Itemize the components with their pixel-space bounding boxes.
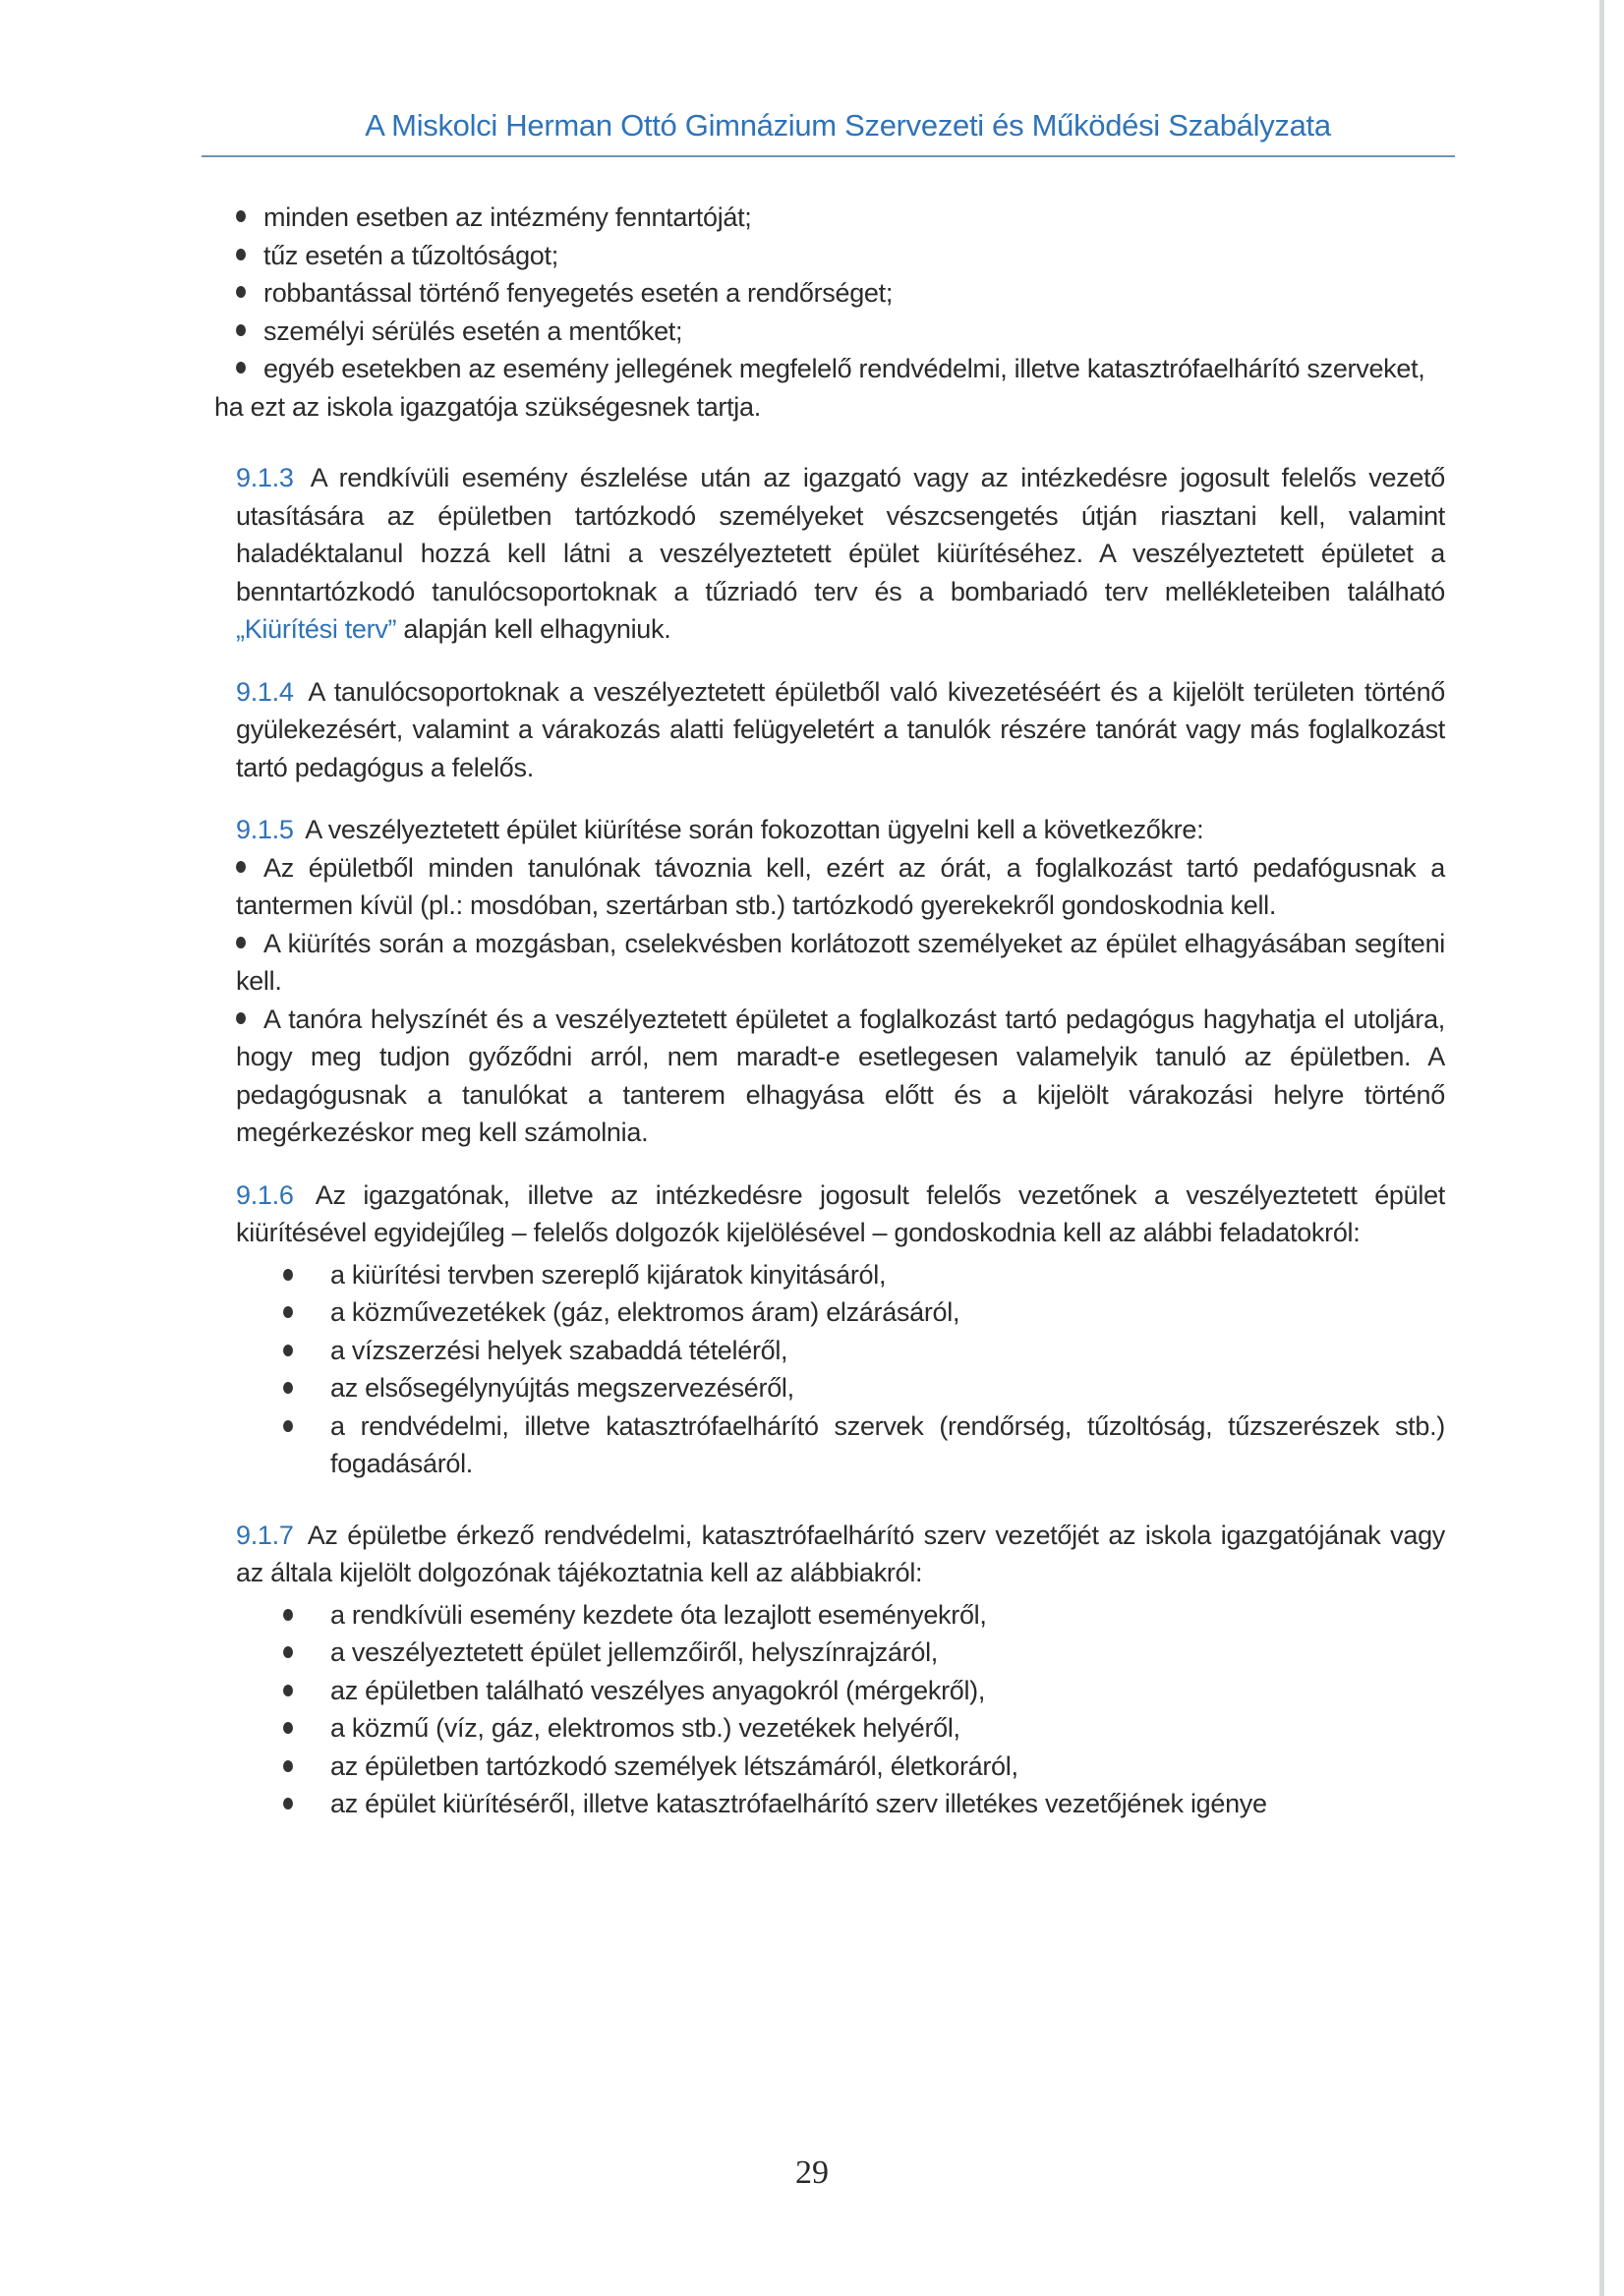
bullet-icon bbox=[236, 362, 246, 373]
bullet-icon bbox=[236, 286, 246, 298]
evacuation-plan-reference: „Kiürítési terv” bbox=[236, 614, 397, 644]
section-9-1-7 bbox=[236, 1517, 1445, 1823]
document-title: A Miskolci Herman Ottó Gimnázium Szervezeti és Működési Szabályzata bbox=[365, 108, 1331, 143]
bullet-icon bbox=[283, 1798, 293, 1809]
bullet-icon bbox=[283, 1722, 293, 1734]
bullet-icon bbox=[236, 937, 246, 948]
bullet-icon bbox=[283, 1345, 293, 1356]
list-item: a vízszerzési helyek szabaddá tételéről, bbox=[283, 1332, 1445, 1370]
list-item: tűz esetén a tűzoltóságot; bbox=[236, 237, 1445, 275]
bullet-icon bbox=[283, 1269, 293, 1281]
list-item: a rendkívüli esemény kezdete óta lezajlott eseményekről, bbox=[283, 1596, 1445, 1635]
bullet-icon bbox=[236, 210, 246, 222]
scan-page-edge bbox=[1599, 0, 1604, 2296]
list-item: a közművezetékek (gáz, elektromos áram) elzárásáról, bbox=[283, 1293, 1445, 1332]
list-item: robbantással történő fenyegetés esetén a rendőrséget; bbox=[236, 274, 1445, 313]
section-text: A rendkívüli esemény észlelése után az igazgató vagy az intézkedésre jogosult felelős vezető utasítására az épületben tartózkodó személyeket vészcsengetés útján riasztani kell, valamint haladéktalanul hozzá kell látni a veszélyeztetett épület kiürítéséhez. A veszélyeztetett épületet a benntartózkodó tanulócsoportoknak a tűzriadó terv és a bombariadó terv mellékleteiben található bbox=[236, 463, 1445, 606]
section-text: A tanulócsoportoknak a veszélyeztetett épületből való kivezetéséért és a kijelölt területen történő gyülekezésért, valamint a várakozás alatti felügyeletért a tanulók részére tanórát vagy más foglalkozást tartó pedagógus a felelős. bbox=[236, 676, 1445, 782]
section-number: 9.1.4 bbox=[236, 676, 294, 707]
bullet-icon bbox=[283, 1306, 293, 1318]
header-divider bbox=[202, 155, 1455, 157]
bullet-icon bbox=[236, 249, 246, 260]
bullet-icon bbox=[283, 1646, 293, 1658]
bullet-icon bbox=[236, 861, 246, 873]
list-item: az épületben tartózkodó személyek létszámáról, életkoráról, bbox=[283, 1748, 1445, 1786]
task-list bbox=[283, 1256, 1445, 1483]
list-item: A tanóra helyszínét és a veszélyeztetett épületet a foglalkozást tartó pedagógus hagyhatja el utoljára, hogy meg tudjon győződni arról, nem maradt-e esetlegesen valamelyik tanuló az épületben. A pedagógusnak a tanulókat a tanterem elhagyása előtt és a kijelölt várakozási helyre történő megérkezéskor meg kell számolnia. bbox=[236, 1004, 1445, 1147]
bullet-icon bbox=[283, 1760, 293, 1772]
list-item: Az épületből minden tanulónak távoznia kell, ezért az órát, a foglalkozást tartó pedafógusnak a tantermen kívül (pl.: mosdóban, szertárban stb.) tartózkodó gyerekekről gondoskodnia kell. bbox=[236, 852, 1445, 920]
list-item: a veszélyeztetett épület jellemzőiről, helyszínrajzáról, bbox=[283, 1634, 1445, 1672]
section-text: Az igazgatónak, illetve az intézkedésre jogosult felelős vezetőnek a veszélyeztetett épület kiürítésével egyidejűleg – felelős dolgozók kijelölésével – gondoskodnia kell az alábbi feladatokról: bbox=[236, 1179, 1445, 1247]
list-item: a közmű (víz, gáz, elektromos stb.) vezetékek helyéről, bbox=[283, 1709, 1445, 1748]
section-number: 9.1.6 bbox=[236, 1179, 294, 1210]
bullet-icon bbox=[283, 1609, 293, 1621]
list-item: a kiürítési tervben szereplő kijáratok kinyitásáról, bbox=[283, 1256, 1445, 1294]
list-item: személyi sérülés esetén a mentőket; bbox=[236, 313, 1445, 351]
list-item: A kiürítés során a mozgásban, cselekvésben korlátozott személyeket az épület elhagyásában segíteni kell. bbox=[236, 928, 1445, 996]
bullet-icon bbox=[283, 1685, 293, 1696]
section-text: A veszélyeztetett épület kiürítése során fokozottan ügyelni kell a következőkre: bbox=[305, 815, 1204, 844]
bullet-icon bbox=[283, 1420, 293, 1432]
list-item: a rendvédelmi, illetve katasztrófaelhárító szervek (rendőrség, tűzoltóság, tűzszerészek stb.) fogadásáról. bbox=[283, 1407, 1445, 1483]
bullet-icon bbox=[236, 324, 246, 336]
section-number: 9.1.7 bbox=[236, 1520, 294, 1550]
list-item: minden esetben az intézmény fenntartóját; bbox=[236, 199, 1445, 237]
section-text: Az épületbe érkező rendvédelmi, katasztrófaelhárító szerv vezetőjét az iskola igazgatójának vagy az általa kijelölt dolgozónak tájékoztatnia kell az alábbiakról: bbox=[236, 1520, 1445, 1587]
bullet-icon bbox=[236, 1012, 246, 1024]
bullet-icon bbox=[283, 1382, 293, 1394]
list-item: egyéb esetekben az esemény jellegének megfelelő rendvédelmi, illetve katasztrófaelhárító szerveket, ha ezt az iskola igazgatója szükségesnek tartja. bbox=[214, 354, 1425, 422]
list-item: az épület kiürítéséről, illetve katasztrófaelhárító szerv illetékes vezetőjének igénye bbox=[283, 1785, 1445, 1823]
section-9-1-6 bbox=[236, 1177, 1445, 1483]
section-9-1-5 bbox=[236, 811, 1445, 1152]
section-number: 9.1.3 bbox=[236, 463, 294, 492]
page-body bbox=[214, 199, 1445, 1823]
page-number: 29 bbox=[795, 2154, 829, 2191]
list-item: az elsősegélynyújtás megszervezéséről, bbox=[283, 1369, 1445, 1407]
section-9-1-3: 9.1.3 A rendkívüli esemény észlelése után az igazgató vagy az intézkedésre jogosult felelős vezető utasítására az épületben tartózkodó személyeket vészcsengetés útján riasztani kell, valamint haladéktalanul hozzá kell látni a veszélyeztetett épület kiürítéséhez. A veszélyeztetett épületet a benntartózkodó tanulócsoportoknak a tűzriadó terv és a bombariadó terv mellékleteiben található „Kiürítési terv” alapján kell elhagyniuk. bbox=[236, 463, 1445, 644]
section-9-1-4 bbox=[236, 673, 1445, 787]
briefing-list bbox=[283, 1596, 1445, 1823]
notification-list bbox=[214, 199, 1445, 426]
section-number: 9.1.5 bbox=[236, 815, 294, 844]
page-header bbox=[202, 106, 1455, 157]
list-item: az épületben található veszélyes anyagokról (mérgekről), bbox=[283, 1672, 1445, 1710]
